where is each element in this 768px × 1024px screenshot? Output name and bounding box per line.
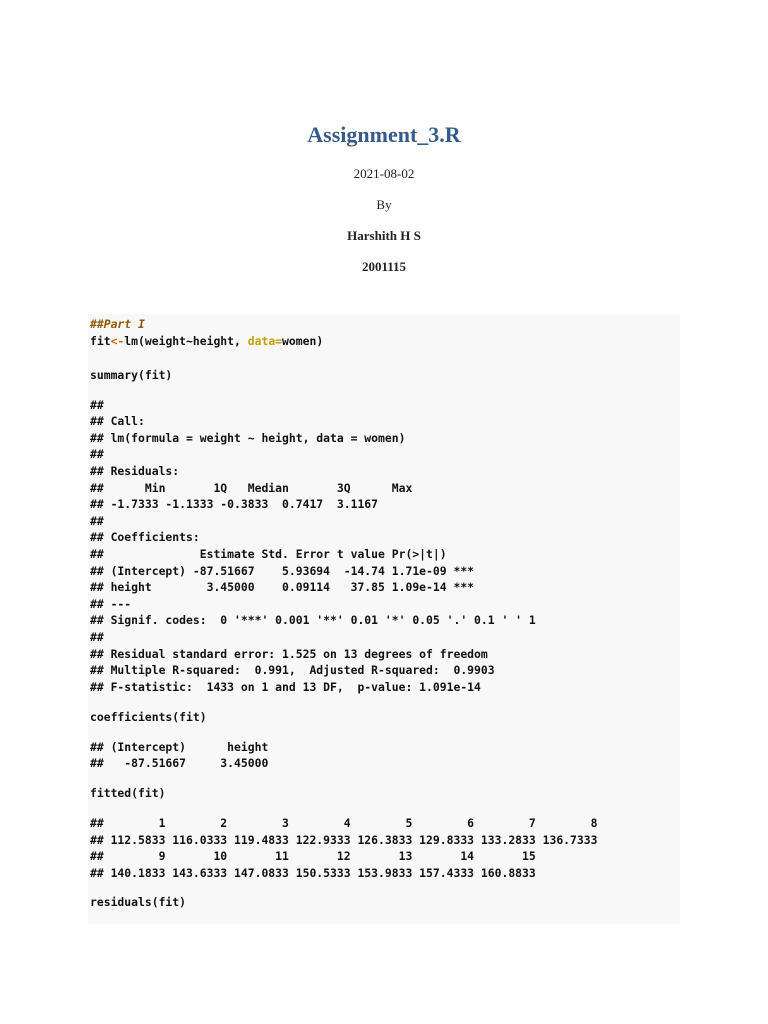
output-line: ## (Intercept) -87.51667 5.93694 -14.74 1.71e-09 *** (90, 564, 475, 578)
output-line: ## Call: (90, 414, 145, 428)
output-line: ## Min 1Q Median 3Q Max (90, 481, 413, 495)
output-line: ## height 3.45000 0.09114 37.85 1.09e-14 *** (90, 580, 475, 594)
output-line: ## Multiple R-squared: 0.991, Adjusted R-squared: 0.9903 (90, 663, 495, 677)
student-id: 2001115 (361, 259, 407, 274)
lm-call-end: women) (282, 334, 324, 348)
output-line: ## Residuals: (90, 464, 180, 478)
output-line: ## Signif. codes: 0 '***' 0.001 '**' 0.01 '*' 0.05 '.' 0.1 ' ' 1 (90, 613, 536, 627)
by-label: By (376, 197, 392, 212)
summary-call: summary(fit) (90, 368, 173, 382)
output-line: ## F-statistic: 1433 on 1 and 13 DF, p-value: 1.091e-14 (90, 680, 481, 694)
lm-call: lm(weight~height, (124, 334, 248, 348)
code-panel (88, 314, 680, 924)
output-line: ## -87.51667 3.45000 (90, 756, 269, 770)
lm-call-line (90, 333, 323, 350)
output-line: ## (90, 630, 104, 644)
residuals-call: residuals(fit) (90, 895, 187, 909)
output-line: ## (90, 514, 104, 528)
assign-operator: <- (110, 334, 125, 348)
output-line: ## 1 2 3 4 5 6 7 8 (90, 816, 598, 830)
output-line: ## --- (90, 597, 132, 611)
output-line: ## lm(formula = weight ~ height, data = women) (90, 431, 406, 445)
output-line: ## (Intercept) height (90, 740, 269, 754)
document-title: Assignment_3.R (307, 122, 461, 147)
output-line: ## Coefficients: (90, 530, 200, 544)
output-line: ## (90, 398, 104, 412)
output-line: ## 112.5833 116.0333 119.4833 122.9333 126.3833 129.8333 133.2833 136.7333 (90, 833, 598, 847)
data-argument: data= (247, 334, 283, 348)
comment-text: ##Part I (90, 317, 145, 331)
output-line: ## 9 10 11 12 13 14 15 (90, 849, 536, 863)
document-date: 2021-08-02 (353, 166, 415, 181)
output-line: ## -1.7333 -1.1333 -0.3833 0.7417 3.1167 (90, 497, 379, 511)
coefficients-call: coefficients(fit) (90, 710, 207, 724)
output-line: ## Residual standard error: 1.525 on 13 degrees of freedom (90, 647, 488, 661)
fitted-call: fitted(fit) (90, 786, 166, 800)
output-line: ## 140.1833 143.6333 147.0833 150.5333 153.9833 157.4333 160.8833 (90, 866, 536, 880)
fit-name: fit (90, 334, 111, 348)
author-name: Harshith H S (347, 228, 421, 243)
output-line: ## Estimate Std. Error t value Pr(>|t|) (90, 547, 447, 561)
output-line: ## (90, 447, 104, 461)
comment-part1 (90, 316, 145, 333)
